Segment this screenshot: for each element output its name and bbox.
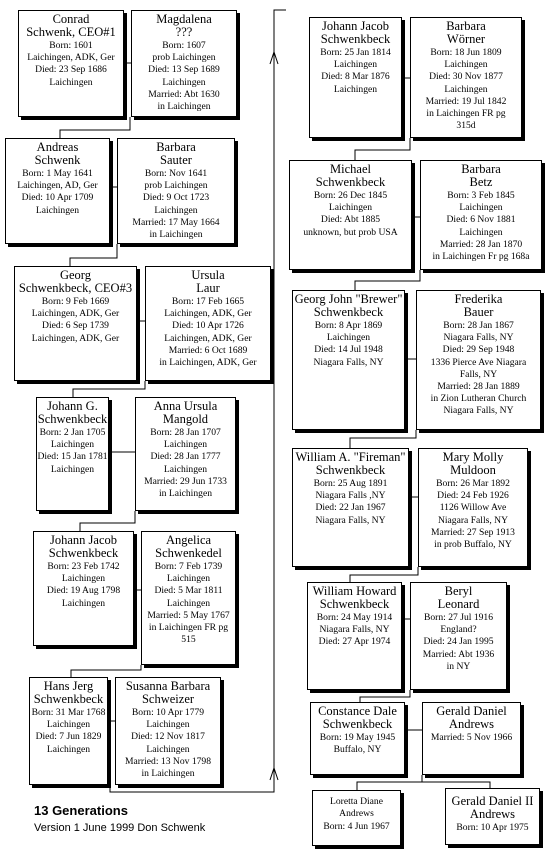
person-ursula[interactable]	[145, 266, 271, 381]
person-gerald[interactable]	[422, 702, 521, 775]
person-name: Andreas Schwenk	[34, 140, 81, 167]
person-details: Born: 31 Mar 1768 Laichingen Died: 7 Jun 1829 Laichingen	[31, 707, 106, 755]
person-barbara-betz[interactable]	[420, 160, 542, 270]
descent-line	[70, 244, 117, 266]
person-name: Conrad Schwenk, CEO#1	[26, 12, 116, 39]
person-details: Born: Nov 1641 prob Laichingen Died: 9 Oct 1723 Laichingen Married: 17 May 1664 in Laichingen	[132, 168, 220, 241]
person-andreas[interactable]	[5, 138, 110, 244]
person-details: Born: 9 Feb 1669 Laichingen, ADK, Ger Died: 6 Sep 1739 Laichingen, ADK, Ger	[31, 296, 120, 344]
person-susanna[interactable]	[115, 677, 221, 785]
person-details: Born: 26 Mar 1892 Died: 24 Feb 1926 1126 Willow Ave Niagara Falls, NY Married: 27 Sep 1913 in prob Buffalo, NY	[431, 478, 515, 551]
person-details: Born: 4 Jun 1967	[323, 821, 390, 833]
person-details: Born: 26 Dec 1845 Laichingen Died: Abt 1885 unknown, but prob USA	[303, 190, 398, 238]
footer-title: 13 Generations	[34, 803, 128, 818]
person-conrad[interactable]	[18, 10, 124, 117]
person-details: Born: 8 Apr 1869 Laichingen Died: 14 Jul 1948 Niagara Falls, NY	[313, 320, 384, 368]
descent-line	[60, 117, 130, 138]
person-name: Frederika Bauer	[454, 292, 503, 319]
descent-line	[350, 567, 418, 582]
person-details: Born: 18 Jun 1809 Laichingen Died: 30 Nov 1877 Laichingen Married: 19 Jul 1842 in Laichingen FR pg 315d	[425, 47, 507, 132]
descent-line	[80, 511, 135, 531]
person-details: Born: 10 Apr 1975	[456, 822, 529, 833]
person-name: Beryl Leonard	[437, 584, 480, 611]
person-details: Born: 23 Feb 1742 Laichingen Died: 19 Aug 1798 Laichingen	[46, 561, 121, 609]
person-name: Mary Molly Muldoon	[442, 450, 504, 477]
person-johann-jacob-1814[interactable]	[309, 17, 402, 138]
person-barbara-worner[interactable]	[410, 17, 522, 138]
person-details: Born: 24 May 1914 Niagara Falls, NY Died: 27 Apr 1974	[316, 612, 393, 648]
person-loretta[interactable]	[312, 790, 401, 846]
person-gerald-ii[interactable]	[445, 788, 540, 845]
person-name: William A. "Fireman" Schwenkbeck	[295, 450, 406, 477]
person-details: Born: 17 Feb 1665 Laichingen, ADK, Ger Died: 10 Apr 1726 Laichingen, ADK, Ger Married: 6 Oct 1689 in Laichingen, ADK, Ger	[159, 296, 257, 369]
person-name: Johann Jacob Schwenkbeck	[48, 533, 119, 560]
person-details: Born: 2 Jan 1705 Laichingen Died: 15 Jan 1781 Laichingen	[37, 427, 108, 475]
person-angelica[interactable]	[141, 531, 236, 665]
descent-line	[350, 430, 416, 448]
person-mary[interactable]	[418, 448, 528, 567]
person-details: Born: 1601 Laichingen, ADK, Ger Died: 23 Sep 1686 Laichingen	[27, 40, 115, 88]
descent-line	[355, 138, 410, 160]
person-georg-john[interactable]	[292, 290, 405, 430]
person-hans-jerg[interactable]	[29, 677, 108, 785]
descent-line	[73, 381, 145, 397]
person-details: Born: 19 May 1945 Buffalo, NY	[319, 732, 396, 756]
person-name: Loretta Diane Andrews	[329, 796, 383, 820]
person-name: William Howard Schwenkbeck	[312, 584, 397, 611]
person-name: Johann G. Schwenkbeck	[37, 399, 108, 426]
person-name: Barbara Betz	[461, 162, 501, 189]
person-details: Born: 7 Feb 1739 Laichingen Died: 5 Mar 1811 Laichingen Married: 5 May 1767 in Laichingen FR pg 515	[147, 561, 230, 646]
person-details: Born: 10 Apr 1779 Laichingen Died: 12 Nov 1817 Laichingen Married: 13 Nov 1798 in Laichingen	[124, 707, 212, 780]
person-name: Georg Schwenkbeck, CEO#3	[18, 268, 133, 295]
person-michael[interactable]	[289, 160, 412, 270]
descent-line	[71, 665, 141, 677]
footer-version: Version 1 June 1999 Don Schwenk	[34, 822, 206, 834]
person-details: Born: 1607 prob Laichingen Died: 13 Sep 1689 Laichingen Married: Abt 1630 in Laichingen	[148, 40, 220, 113]
person-name: Hans Jerg Schwenkbeck	[33, 679, 104, 706]
person-georg-ceo3[interactable]	[14, 266, 137, 381]
descent-line	[422, 775, 490, 788]
person-name: Barbara Sauter	[156, 140, 196, 167]
person-name: Angelica Schwenkedel	[155, 533, 222, 560]
person-beryl[interactable]	[410, 582, 507, 690]
person-details: Married: 5 Nov 1966	[430, 732, 513, 743]
person-constance[interactable]	[310, 702, 405, 775]
descent-line	[357, 775, 422, 790]
person-name: Magdalena ???	[156, 12, 212, 39]
person-johann-jacob-1742[interactable]	[33, 531, 134, 646]
descent-line	[355, 270, 420, 290]
descent-line	[360, 690, 410, 702]
person-anna-ursula[interactable]	[135, 397, 236, 511]
person-name: Gerald Daniel Andrews	[436, 704, 507, 731]
person-magdalena[interactable]	[131, 10, 237, 117]
person-name: Ursula Laur	[191, 268, 225, 295]
person-name: Michael Schwenkbeck	[315, 162, 386, 189]
person-johann-g[interactable]	[36, 397, 109, 511]
person-details: Born: 1 May 1641 Laichingen, AD, Ger Died: 10 Apr 1709 Laichingen	[17, 168, 98, 216]
person-name: Johann Jacob Schwenkbeck	[320, 19, 391, 46]
person-name: Susanna Barbara Schweizer	[125, 679, 211, 706]
person-william-h[interactable]	[307, 582, 402, 690]
person-details: Born: 28 Jan 1867 Niagara Falls, NY Died: 29 Sep 1948 1336 Pierce Ave Niagara Falls, NY Married: 28 Jan 1889 in Zion Lutheran Church Niagara Falls, NY	[430, 320, 527, 417]
person-name: Gerald Daniel II Andrews	[451, 794, 534, 821]
person-details: Born: 25 Aug 1891 Niagara Falls ,NY Died: 22 Jan 1967 Niagara Falls, NY	[313, 478, 388, 526]
person-frederika[interactable]	[416, 290, 541, 430]
person-details: Born: 27 Jul 1916 England? Died: 24 Jan 1995 Married: Abt 1936 in NY	[422, 612, 495, 672]
person-details: Born: 28 Jan 1707 Laichingen Died: 28 Jan 1777 Laichingen Married: 29 Jun 1733 in Laichingen	[144, 427, 227, 500]
person-name: Constance Dale Schwenkbeck	[318, 704, 397, 731]
person-william-a[interactable]	[292, 448, 409, 567]
person-name: Georg John "Brewer" Schwenkbeck	[294, 292, 403, 319]
person-details: Born: 25 Jan 1814 Laichingen Died: 8 Mar 1876 Laichingen	[320, 47, 391, 95]
person-name: Anna Ursula Mangold	[153, 399, 218, 426]
person-details: Born: 3 Feb 1845 Laichingen Died: 6 Nov 1881 Laichingen Married: 28 Jan 1870 in Laichingen Fr pg 168a	[432, 190, 530, 263]
person-name: Barbara Wörner	[446, 19, 486, 46]
person-barbara-sauter[interactable]	[117, 138, 235, 244]
